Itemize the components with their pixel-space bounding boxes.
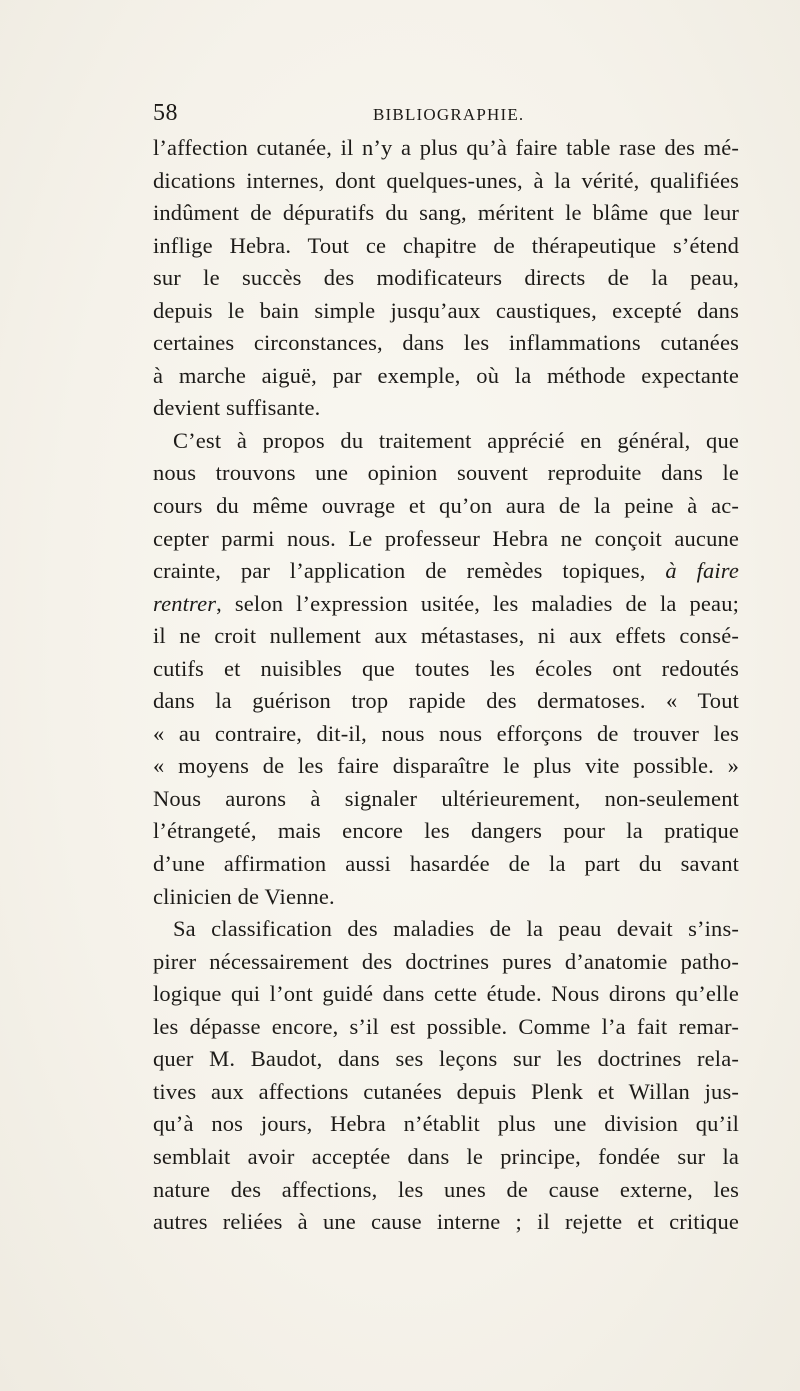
text-line: l’étrangeté, mais encore les dangers pour la pratique — [153, 818, 739, 844]
text-line: il ne croit nullement aux métastases, ni aux effets consé- — [153, 623, 739, 649]
text-run: crainte, par l’application de remèdes topiques, — [153, 558, 646, 584]
text-line: d’une affirmation aussi hasardée de la part du savant — [153, 851, 739, 877]
text-line: l’affection cutanée, il n’y a plus qu’à faire table rase des mé- — [153, 135, 739, 160]
text-line: pirer nécessairement des doctrines pures d’anatomie patho- — [153, 948, 739, 974]
text-line: inflige Hebra. Tout ce chapitre de thérapeutique s’étend — [153, 232, 739, 258]
italic-phrase: rentrer — [153, 590, 217, 616]
text-line: quer M. Baudot, dans ses leçons sur les doctrines rela- — [153, 1046, 739, 1072]
text-line: cours du même ouvrage et qu’on aura de la peine à ac- — [153, 493, 739, 519]
text-line: logique qui l’ont guidé dans cette étude. Nous dirons qu’elle — [153, 981, 739, 1007]
text-line — [153, 555, 739, 588]
text-run: , selon l’expression usitée, les maladies de la peau; — [216, 590, 739, 616]
text-line: Nous aurons à signaler ultérieurement, non-seulement — [153, 785, 739, 811]
text-line: sur le succès des modificateurs directs de la peau, — [153, 265, 739, 291]
text-line: C’est à propos du traitement apprécié en général, que — [173, 427, 739, 453]
text-line: « au contraire, dit-il, nous nous efforçons de trouver les — [153, 720, 739, 746]
text-line: dans la guérison trop rapide des dermatoses. « Tout — [153, 688, 739, 714]
italic-phrase: à faire — [665, 558, 739, 584]
text-line: cutifs et nuisibles que toutes les écoles ont redoutés — [153, 655, 739, 681]
text-line: cepter parmi nous. Le professeur Hebra ne conçoit aucune — [153, 525, 739, 551]
text-line: les dépasse encore, s’il est possible. Comme l’a fait remar- — [153, 1013, 739, 1039]
text-line: « moyens de les faire disparaître le plus vite possible. » — [153, 753, 739, 779]
text-line: clinicien de Vienne. — [153, 883, 335, 909]
text-line: Sa classification des maladies de la peau devait s’ins- — [173, 916, 739, 942]
text-line: certaines circonstances, dans les inflammations cutanées — [153, 330, 739, 356]
page-number: 58 — [153, 100, 178, 126]
text-line — [153, 588, 739, 621]
text-line: à marche aiguë, par exemple, où la méthode expectante — [153, 362, 739, 388]
text-line: tives aux affections cutanées depuis Plenk et Willan jus- — [153, 1078, 739, 1104]
running-head: BIBLIOGRAPHIE. — [373, 105, 525, 124]
text-line: nous trouvons une opinion souvent reproduite dans le — [153, 460, 739, 486]
text-line: devient suffisante. — [153, 395, 321, 421]
body-text — [153, 132, 739, 1239]
page-header — [153, 100, 739, 130]
text-line: nature des affections, les unes de cause externe, les — [153, 1176, 739, 1202]
text-line: autres reliées à une cause interne ; il rejette et critique — [153, 1209, 739, 1235]
text-line: qu’à nos jours, Hebra n’établit plus une division qu’il — [153, 1111, 739, 1137]
text-line: depuis le bain simple jusqu’aux caustiques, excepté dans — [153, 297, 739, 323]
text-line: semblait avoir acceptée dans le principe, fondée sur la — [153, 1143, 739, 1169]
text-line: dications internes, dont quelques-unes, à la vérité, qualifiées — [153, 167, 739, 193]
text-line: indûment de dépuratifs du sang, méritent le blâme que leur — [153, 200, 739, 226]
